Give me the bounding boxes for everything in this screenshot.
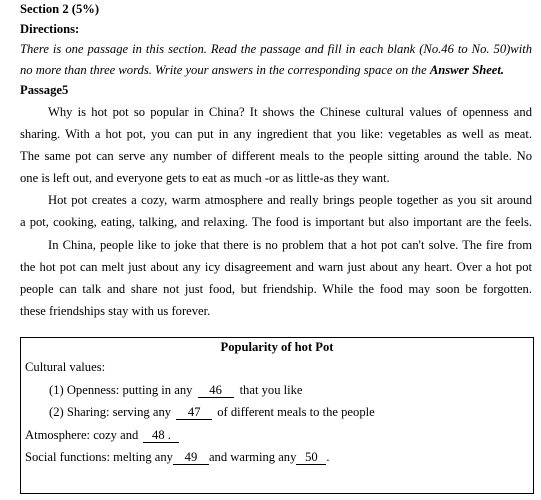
answer-sheet-label: Answer Sheet. (429, 63, 505, 77)
paragraph-1-line-3: The same pot can serve any number of different meals to the people sitting around the table. No (20, 149, 532, 163)
paragraph-3-line-3: people can talk and share not just food, but friendship. While the food may soon be forgotten. (20, 282, 532, 296)
paragraph-1-line-1: Why is hot pot so popular in China? It shows the Chinese cultural values of openness and (48, 105, 532, 119)
social-text: Social functions: melting any (25, 450, 173, 464)
sharing-row (49, 405, 375, 420)
openness-text: (1) Openness: putting in any (49, 383, 196, 397)
atmosphere-text: Atmosphere: cozy and (25, 428, 142, 442)
paragraph-3-line-1: In China, people like to joke that there is no problem that a hot pot can't solve. The fire from (48, 238, 532, 252)
sharing-after: of different meals to the people (217, 405, 375, 419)
summary-table (20, 337, 534, 494)
blank-49: 49 (173, 451, 209, 465)
social-functions-row (25, 450, 330, 465)
sharing-text: (2) Sharing: serving any (49, 405, 175, 419)
paragraph-2-line-1: Hot pot creates a cozy, warm atmosphere and really brings people together as you sit around (48, 193, 532, 207)
blank-46: 46 (198, 384, 234, 398)
paragraph-1-line-4: one is left out, and everyone gets to eat as much -or as little-as they want. (20, 171, 390, 185)
section-title: Section 2 (5%) (20, 2, 100, 16)
blank-47: 47 (176, 406, 212, 420)
blank-48: 48 . (143, 429, 179, 443)
blank-50: 50 (296, 451, 326, 465)
paragraph-3-line-2: the hot pot can melt just about any icy disagreement and warn just about any heart. Over a hot pot (20, 260, 532, 274)
directions-line-2-text: no more than three words. Write your answers in the corresponding space on the (20, 63, 430, 77)
directions-line-2 (20, 63, 504, 78)
openness-after: that you like (239, 383, 303, 397)
directions-line-1: There is one passage in this section. Read the passage and fill in each blank (No.46 to No. 50)with (20, 42, 532, 56)
table-title: Popularity of hot Pot (220, 340, 334, 354)
directions-label: Directions: (20, 22, 80, 36)
social-middle: and warming any (208, 450, 297, 464)
passage-label: Passage5 (20, 83, 69, 97)
atmosphere-row (25, 428, 179, 443)
openness-row (49, 383, 303, 398)
paragraph-3-line-4: these friendships stay with us forever. (20, 304, 211, 318)
social-after: . (326, 450, 330, 464)
paragraph-1-line-2: sharing. With a hot pot, you can put in any ingredient that you like: vegetables as well as meat. (20, 127, 532, 141)
cultural-values-label: Cultural values: (25, 360, 106, 374)
paragraph-2-line-2: a pot, cooking, eating, talking, and relaxing. The food is important but also important are the feels. (20, 215, 532, 229)
